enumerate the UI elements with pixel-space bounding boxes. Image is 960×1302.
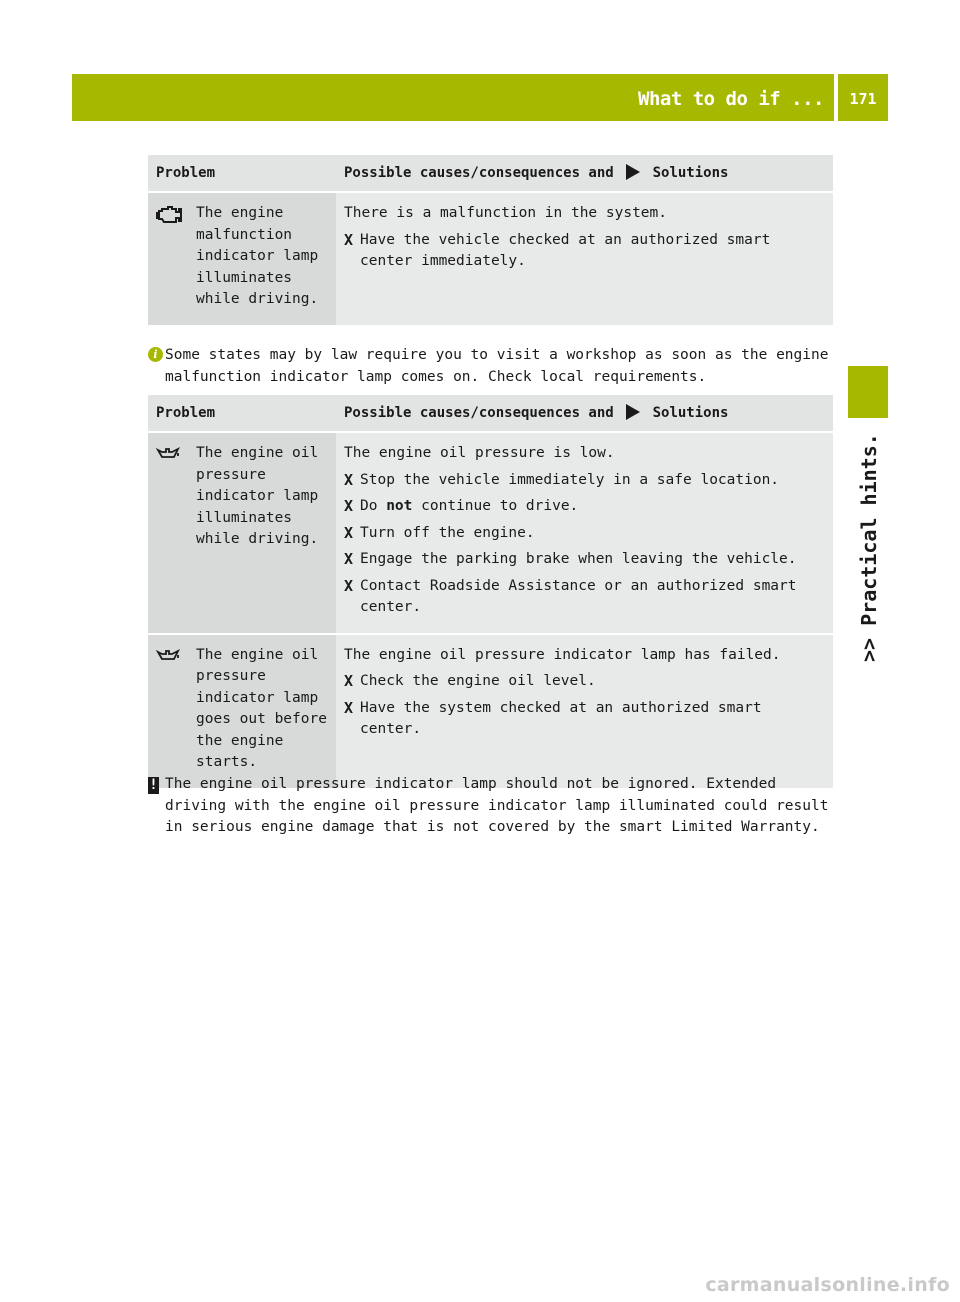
- step-marker: X: [344, 698, 354, 717]
- solution-step: X Check the engine oil level.: [344, 671, 825, 693]
- solution-step: X Turn off the engine.: [344, 523, 825, 545]
- problem-text: The engine malfunction indicator lamp illuminates while driving.: [196, 205, 319, 307]
- arrow-right-icon: [626, 164, 640, 180]
- table-row: [148, 634, 833, 788]
- solution-step: X Stop the vehicle immediately in a safe location.: [344, 470, 825, 492]
- step-marker: X: [344, 523, 354, 542]
- solution-step: X Contact Roadside Assistance or an authorized smart center.: [344, 576, 825, 619]
- solution-step: X Have the vehicle checked at an authorized smart center immediately.: [344, 230, 825, 273]
- cause-text: The engine oil pressure indicator lamp has failed.: [344, 646, 781, 663]
- side-tab-label: [848, 426, 888, 666]
- warning-note: [148, 774, 838, 839]
- problem-cell: [148, 192, 336, 325]
- page-number-box: [838, 74, 888, 121]
- step-marker: X: [344, 230, 354, 249]
- step-marker: X: [344, 550, 354, 568]
- cause-text: There is a malfunction in the system.: [344, 205, 668, 221]
- oil-can-icon: [156, 443, 196, 551]
- solutions-column-header: Possible causes/consequences and Solutions: [336, 155, 833, 192]
- cause-text: The engine oil pressure is low.: [344, 445, 615, 461]
- chapter-label: >> Practical hints.: [857, 433, 881, 662]
- solutions-column-header: Possible causes/consequences and Solutions: [336, 395, 833, 432]
- solution-step: X Do not continue to drive.: [344, 496, 825, 518]
- engine-malfunction-icon: [156, 203, 196, 311]
- page-number: 171: [849, 90, 877, 108]
- problem-column-header: Problem: [148, 155, 336, 192]
- info-note-text: Some states may by law require you to visit a workshop as soon as the engine malfunction indicator lamp comes on. Check local requirements.: [165, 347, 829, 385]
- step-marker: X: [344, 497, 354, 515]
- solution-cell: [336, 192, 833, 325]
- problem-text: The engine oil pressure indicator lamp goes out before the engine starts.: [196, 646, 327, 770]
- solution-step: X Engage the parking brake when leaving the vehicle.: [344, 549, 825, 571]
- info-icon: i: [148, 347, 163, 362]
- arrow-right-icon: [626, 404, 640, 420]
- oil-can-icon: [156, 645, 196, 774]
- problem-text: The engine oil pressure indicator lamp illuminates while driving.: [196, 445, 319, 547]
- problem-cell: [148, 634, 336, 788]
- table-header-row: [148, 395, 833, 432]
- header-bar: [72, 74, 834, 121]
- solution-cell: [336, 432, 833, 634]
- step-marker: X: [344, 672, 354, 690]
- table-row: [148, 192, 833, 325]
- warning-note-text: The engine oil pressure indicator lamp should not be ignored. Extended driving with the engine oil pressure indicator lamp illuminated could result in serious engine damage that is not covered by the smart Limited Warranty.: [165, 776, 829, 835]
- side-tab-marker: [848, 366, 888, 418]
- watermark: carmanualsonline.info: [705, 1274, 950, 1296]
- problem-table-1: [148, 155, 833, 325]
- step-marker: X: [344, 470, 354, 489]
- table-row: [148, 432, 833, 634]
- info-note: [148, 345, 838, 388]
- solution-cell: [336, 634, 833, 788]
- section-title: What to do if ...: [638, 88, 824, 110]
- step-marker: X: [344, 576, 354, 595]
- problem-column-header: Problem: [148, 395, 336, 432]
- table-header-row: [148, 155, 833, 192]
- solution-step: X Have the system checked at an authorized smart center.: [344, 698, 825, 741]
- warning-icon: !: [149, 777, 158, 793]
- problem-cell: [148, 432, 336, 634]
- problem-table-2: [148, 395, 833, 788]
